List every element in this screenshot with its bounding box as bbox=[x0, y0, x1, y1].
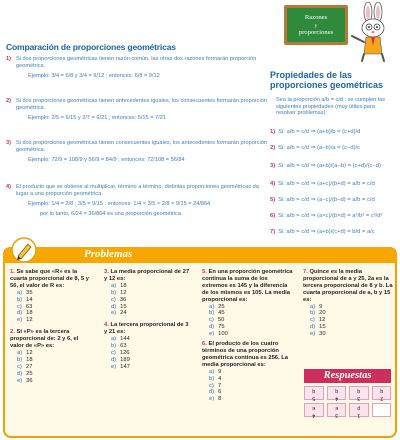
item-3 bbox=[6, 140, 268, 164]
item-example: Ejemplo: 1/4 = 2/8 ; 3/5 = 9/15 ; entonces: 1/4 × 3/5 × 2/8 × 9/15 = 24/864 bbox=[28, 201, 211, 208]
property-text: Si: a/b = c/d ⇒ (a+b)/(c+d) = b/d = a/c bbox=[278, 229, 375, 235]
option-letter: c) bbox=[17, 303, 22, 310]
option-value: 12 bbox=[26, 317, 33, 324]
problem-3 bbox=[104, 269, 190, 317]
property-number: 3) bbox=[270, 163, 276, 169]
option bbox=[310, 324, 393, 331]
option bbox=[209, 369, 294, 376]
option bbox=[111, 343, 190, 350]
option-letter: d) bbox=[111, 303, 117, 310]
option-letter: b) bbox=[17, 296, 23, 303]
item-number: 1) bbox=[6, 56, 11, 62]
property-number: 6) bbox=[270, 213, 276, 219]
answer-letter: p bbox=[357, 405, 361, 411]
property-3 bbox=[270, 163, 381, 169]
answer-number: 4 bbox=[334, 395, 338, 401]
answer-number: 3 bbox=[357, 395, 361, 401]
option-letter: c) bbox=[310, 317, 315, 324]
option-value: 9 bbox=[319, 303, 323, 310]
problem-2 bbox=[10, 329, 92, 384]
item-example: Ejemplo: 72/9 = 108/9 y 56/9 = 84/9 ; entonces: 72/108 = 56/84 bbox=[28, 157, 185, 164]
problem-number: 1. bbox=[10, 269, 15, 275]
option bbox=[310, 310, 393, 317]
option bbox=[111, 310, 190, 317]
problem-number: 3. bbox=[104, 269, 109, 275]
problem-question: La media proporcional de 27 y 12 es: bbox=[104, 269, 190, 282]
option bbox=[17, 290, 92, 297]
item-example: Ejemplo: 2/5 = 6/15 y 2/7 = 6/21 ; entonces: 5/15 = 7/21 bbox=[28, 115, 166, 122]
answer-letter: q bbox=[312, 388, 316, 394]
option bbox=[209, 317, 294, 324]
option-value: 100 bbox=[218, 331, 228, 338]
option-value: 12 bbox=[318, 317, 326, 324]
option bbox=[209, 324, 294, 331]
answer-number: 3 bbox=[334, 412, 338, 418]
option bbox=[17, 378, 92, 385]
problem-number: 4. bbox=[104, 322, 109, 329]
item-example-conclusion: por lo tanto, 6/24 = 36/864 es una proporción geométrica. bbox=[40, 210, 183, 217]
option-letter: d) bbox=[209, 324, 215, 331]
option-letter: b) bbox=[111, 343, 117, 350]
board-line: proporciones bbox=[298, 28, 334, 36]
problem-column-1 bbox=[10, 269, 92, 385]
answer-cell bbox=[349, 386, 369, 400]
property-text: Si: a/b = c/d ⇒ (a+b)/(a−b) = (c+d)/(c−d) bbox=[278, 163, 381, 169]
option bbox=[111, 350, 190, 357]
chalkboard-text bbox=[287, 14, 345, 37]
option-value: 7 bbox=[217, 382, 222, 389]
option-value: 18 bbox=[26, 310, 33, 317]
answer-letter: q bbox=[334, 388, 338, 394]
option-value: 50 bbox=[217, 317, 225, 324]
option-value: 35 bbox=[26, 289, 33, 296]
option bbox=[111, 304, 190, 311]
option-value: 15 bbox=[319, 324, 326, 331]
option-value: 36 bbox=[119, 296, 127, 303]
option-letter: c) bbox=[17, 363, 22, 370]
answer-letter: q bbox=[379, 388, 383, 394]
problem-4 bbox=[104, 322, 190, 370]
property-number: 1) bbox=[270, 129, 276, 135]
item-2 bbox=[6, 98, 268, 122]
option-value: 27 bbox=[25, 363, 33, 370]
property-6 bbox=[270, 213, 382, 219]
answers-title: Respuestas bbox=[304, 369, 391, 383]
board-line: Razones bbox=[304, 14, 328, 21]
problems-header-bar bbox=[3, 247, 397, 263]
problem-question: Se sabe que «R» es la cuarta proporcional de 8, 5 y 56, el valor de R es: bbox=[10, 269, 89, 289]
option-letter: b) bbox=[17, 356, 23, 363]
option bbox=[111, 297, 190, 304]
option-letter: d) bbox=[209, 389, 215, 396]
property-4 bbox=[270, 181, 375, 187]
answer-cell bbox=[304, 386, 324, 400]
problem-question: La tercera proporcional de 3 y 21 es: bbox=[104, 322, 189, 336]
property-text: Si: a/b = c/d ⇒ (a+c)/(b+d) = a/b = c/d bbox=[278, 181, 375, 187]
option-letter: e) bbox=[17, 317, 23, 324]
option-letter: c) bbox=[209, 382, 214, 389]
answer-cell bbox=[349, 403, 369, 417]
problem-5 bbox=[202, 269, 294, 338]
answer-letter: e bbox=[334, 405, 338, 411]
option-letter: d) bbox=[111, 356, 117, 363]
section-title-comparacion: Comparación de proporciones geométricas bbox=[6, 42, 176, 52]
problem-column-3 bbox=[202, 269, 294, 403]
property-text: Si: a/b = c/d ⇒ (a+b)/b = (c+d)/d bbox=[278, 129, 361, 135]
option-letter: a) bbox=[111, 282, 117, 289]
problem-question: Quince es la media proporcional de a y 25, 2a es la tercera proporcional de 8 y b. La cuarta proporcional de a, b y 15 es: bbox=[303, 269, 393, 303]
property-1 bbox=[270, 129, 360, 135]
option bbox=[17, 297, 92, 304]
option bbox=[17, 371, 92, 378]
option-value: 12 bbox=[26, 349, 33, 356]
option-letter: e) bbox=[17, 377, 23, 384]
option-value: 30 bbox=[319, 331, 326, 338]
option-value: 189 bbox=[120, 356, 130, 363]
option bbox=[111, 283, 190, 290]
option-letter: a) bbox=[310, 303, 316, 310]
option-letter: e) bbox=[111, 363, 117, 370]
option-value: 4 bbox=[218, 375, 222, 382]
option-letter: a) bbox=[17, 349, 23, 356]
property-text: Si: a/b = c/d ⇒ (a−c)/(b−d) = a/b = c/d bbox=[278, 197, 375, 203]
problem-number: 6. bbox=[202, 341, 207, 348]
property-text: Si: a/b = c/d ⇒ (a×c)/(b×d) = a²/b² = c²/d² bbox=[278, 213, 383, 219]
option-letter: e) bbox=[209, 396, 215, 403]
option-letter: d) bbox=[17, 370, 23, 377]
option-letter: c) bbox=[111, 296, 116, 303]
option-letter: c) bbox=[111, 349, 116, 356]
option-value: 14 bbox=[26, 296, 33, 303]
option-letter: d) bbox=[310, 324, 316, 331]
option-value: 9 bbox=[218, 368, 222, 375]
item-text: Si dos proporciones geométricas tienen razón común, las otras dos razones formarán proporción geométrica. bbox=[16, 56, 257, 69]
property-number: 7) bbox=[270, 229, 276, 235]
option-letter: a) bbox=[17, 289, 23, 296]
option-letter: d) bbox=[17, 310, 23, 317]
answers-grid bbox=[304, 386, 391, 417]
option-letter: b) bbox=[111, 289, 117, 296]
property-5 bbox=[270, 197, 375, 203]
answer-cell bbox=[327, 386, 347, 400]
option-letter: a) bbox=[209, 303, 215, 310]
option-value: 36 bbox=[26, 377, 33, 384]
item-text: Si dos proporciones geométricas tienen antecedentes iguales, los consecuentes formarán proporción geométrica. bbox=[16, 98, 267, 111]
option-letter: a) bbox=[209, 368, 215, 375]
answer-number: 2 bbox=[379, 395, 383, 401]
option-letter: e) bbox=[209, 331, 215, 338]
item-text: El producto que se obtiene al multiplicar, término a término, distintas proporciones geométricas da lugar a una proporción geométrica. bbox=[16, 184, 259, 197]
option-value: 63 bbox=[25, 303, 33, 310]
item-number: 3) bbox=[6, 140, 11, 146]
property-number: 2) bbox=[270, 145, 276, 151]
option-value: 75 bbox=[218, 324, 225, 331]
item-number: 4) bbox=[6, 184, 11, 190]
problem-question: Si «P» es la tercera proporcional de: 2 y 6, el valor de «P» es: bbox=[10, 329, 79, 350]
pencil-icon bbox=[10, 236, 38, 264]
property-2 bbox=[270, 145, 360, 151]
problem-7 bbox=[303, 269, 393, 338]
option bbox=[310, 331, 393, 338]
option-value: 18 bbox=[120, 282, 127, 289]
option bbox=[111, 336, 190, 343]
option-value: 126 bbox=[119, 349, 130, 356]
option bbox=[209, 331, 294, 338]
option-letter: e) bbox=[310, 331, 316, 338]
option-letter: e) bbox=[111, 310, 117, 317]
option-value: 25 bbox=[218, 303, 225, 310]
option-value: 18 bbox=[26, 356, 33, 363]
option-value: 8 bbox=[218, 396, 222, 403]
option-value: 6 bbox=[218, 389, 222, 396]
problem-number: 5. bbox=[202, 269, 207, 275]
option-value: 20 bbox=[319, 310, 326, 317]
answer-cell bbox=[304, 403, 324, 417]
option bbox=[310, 317, 393, 324]
option bbox=[209, 304, 294, 311]
problem-number: 2. bbox=[10, 329, 15, 336]
option-letter: b) bbox=[209, 375, 215, 382]
problem-6 bbox=[202, 341, 294, 403]
item-text: Si dos proporciones geométricas tienen consecuentes iguales, los antecedentes formarán proporción geométrica. bbox=[16, 140, 267, 153]
problem-number: 7. bbox=[303, 269, 308, 275]
option bbox=[310, 304, 393, 311]
answer-number: 5 bbox=[312, 395, 316, 401]
option-letter: a) bbox=[111, 336, 117, 343]
option bbox=[209, 310, 294, 317]
option bbox=[111, 290, 190, 297]
option bbox=[17, 310, 92, 317]
problem-question: En una proporción geométrica continua la suma de los extremos es 145 y la diferencia de los mismos es 105. La media proporcional es: bbox=[202, 269, 293, 303]
property-text: Si: a/b = c/d ⇒ (a−b)/a = (c−d)/c bbox=[278, 145, 361, 151]
option bbox=[111, 357, 190, 364]
option-letter: c) bbox=[209, 317, 214, 324]
option-letter: b) bbox=[209, 310, 215, 317]
problem-1 bbox=[10, 269, 92, 324]
rabbit-teacher-illustration bbox=[342, 2, 398, 62]
answer-cell-empty bbox=[372, 403, 392, 417]
option bbox=[209, 396, 294, 403]
option-value: 24 bbox=[120, 310, 127, 317]
option bbox=[17, 364, 92, 371]
option bbox=[209, 376, 294, 383]
option bbox=[17, 357, 92, 364]
option-value: 12 bbox=[120, 289, 127, 296]
propiedades-intro: Sea la proporción a/b = c/d ; se cumplen las siguientes propiedades (muy útiles para resolver problemas): bbox=[276, 97, 385, 117]
board-line: y bbox=[314, 22, 318, 29]
problem-column-2 bbox=[104, 269, 190, 371]
option-value: 15 bbox=[120, 303, 127, 310]
answer-number: 1 bbox=[357, 412, 361, 418]
option bbox=[17, 304, 92, 311]
problems-title: Problemas bbox=[84, 248, 133, 260]
section-title-propiedades: Propiedades de las proporciones geométricas bbox=[270, 70, 384, 90]
option-value: 147 bbox=[120, 363, 130, 370]
item-number: 2) bbox=[6, 98, 11, 104]
chalkboard bbox=[284, 5, 348, 45]
problem-question: El producto de los cuatro términos de una proporción geométrica continua es 256. La media proporcional es: bbox=[202, 341, 289, 368]
option-value: 45 bbox=[218, 310, 225, 317]
option-value: 25 bbox=[26, 370, 33, 377]
item-example: Ejemplo: 3/4 = 6/8 y 3/4 = 9/12 ; entonces: 6/8 = 9/12 bbox=[28, 73, 160, 80]
property-number: 4) bbox=[270, 181, 276, 187]
option-letter: b) bbox=[310, 310, 316, 317]
answer-cell bbox=[372, 386, 392, 400]
answer-letter: e bbox=[312, 405, 316, 411]
option bbox=[17, 317, 92, 324]
answer-cell bbox=[327, 403, 347, 417]
option-value: 63 bbox=[120, 343, 127, 350]
property-7 bbox=[270, 229, 375, 235]
option bbox=[209, 383, 294, 390]
option bbox=[209, 389, 294, 396]
answer-number: 4 bbox=[312, 412, 316, 418]
option bbox=[111, 364, 190, 371]
property-number: 5) bbox=[270, 197, 276, 203]
option bbox=[17, 350, 92, 357]
answer-letter: q bbox=[357, 388, 361, 394]
item-1 bbox=[6, 56, 268, 80]
item-4 bbox=[6, 184, 268, 217]
problem-column-4 bbox=[303, 269, 393, 338]
option-value: 144 bbox=[120, 336, 130, 343]
